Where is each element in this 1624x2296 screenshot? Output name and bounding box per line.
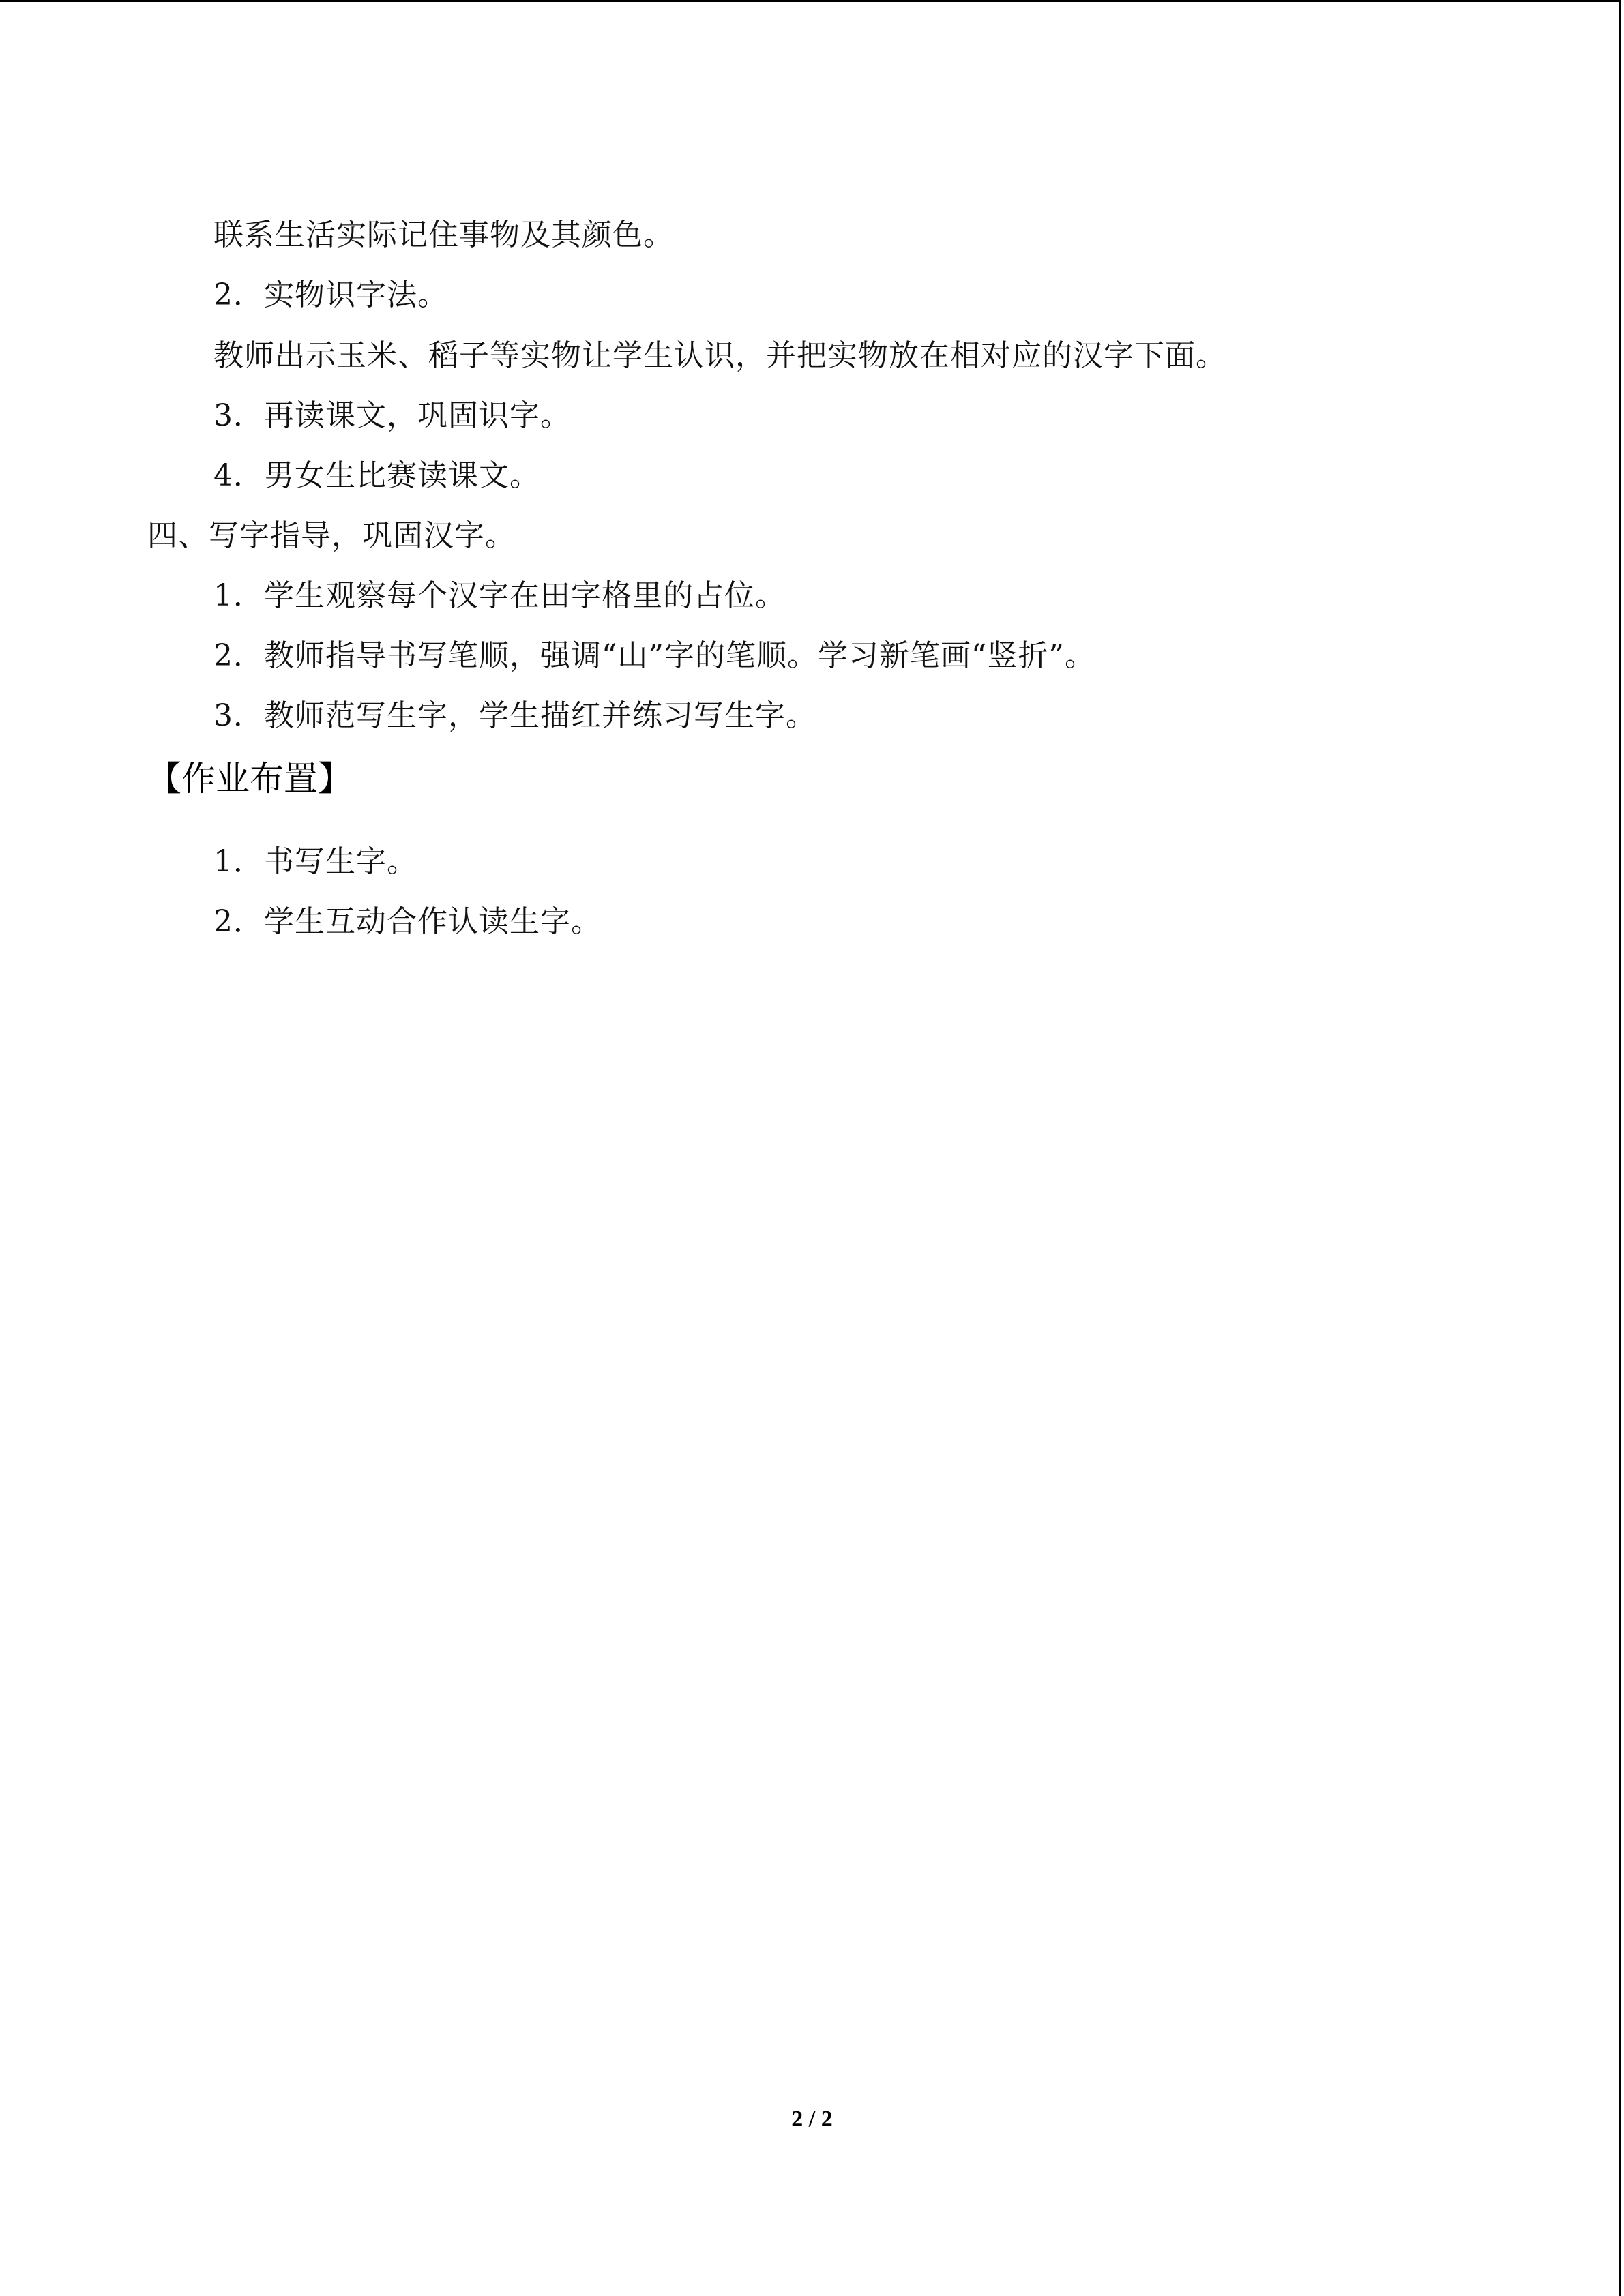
list-item-step: 4．男女生比赛读课文。 [213, 458, 540, 493]
paragraph-line: 联系生活实际记住事物及其颜色。 [213, 218, 674, 252]
paragraph-line: 教师出示玉米、稻子等实物让学生认识，并把实物放在相对应的汉字下面。 [213, 338, 1226, 373]
section-title: 四、写字指导，巩固汉字。 [147, 518, 516, 553]
list-item-step: 2．实物识字法。 [213, 278, 448, 312]
list-item-step: 3．教师范写生字，学生描红并练习写生字。 [213, 698, 816, 733]
homework-item: 1．书写生字。 [213, 844, 417, 879]
list-item-step: 1．学生观察每个汉字在田字格里的占位。 [213, 578, 786, 613]
homework-heading: 【作业布置】 [147, 759, 352, 799]
list-item-step: 2．教师指导书写笔顺，强调“山”字的笔顺。学习新笔画“竖折”。 [213, 638, 1095, 673]
homework-item: 2．学生互动合作认读生字。 [213, 904, 602, 939]
list-item-step: 3．再读课文，巩固识字。 [213, 398, 571, 433]
page-number: 2 / 2 [791, 2106, 833, 2132]
